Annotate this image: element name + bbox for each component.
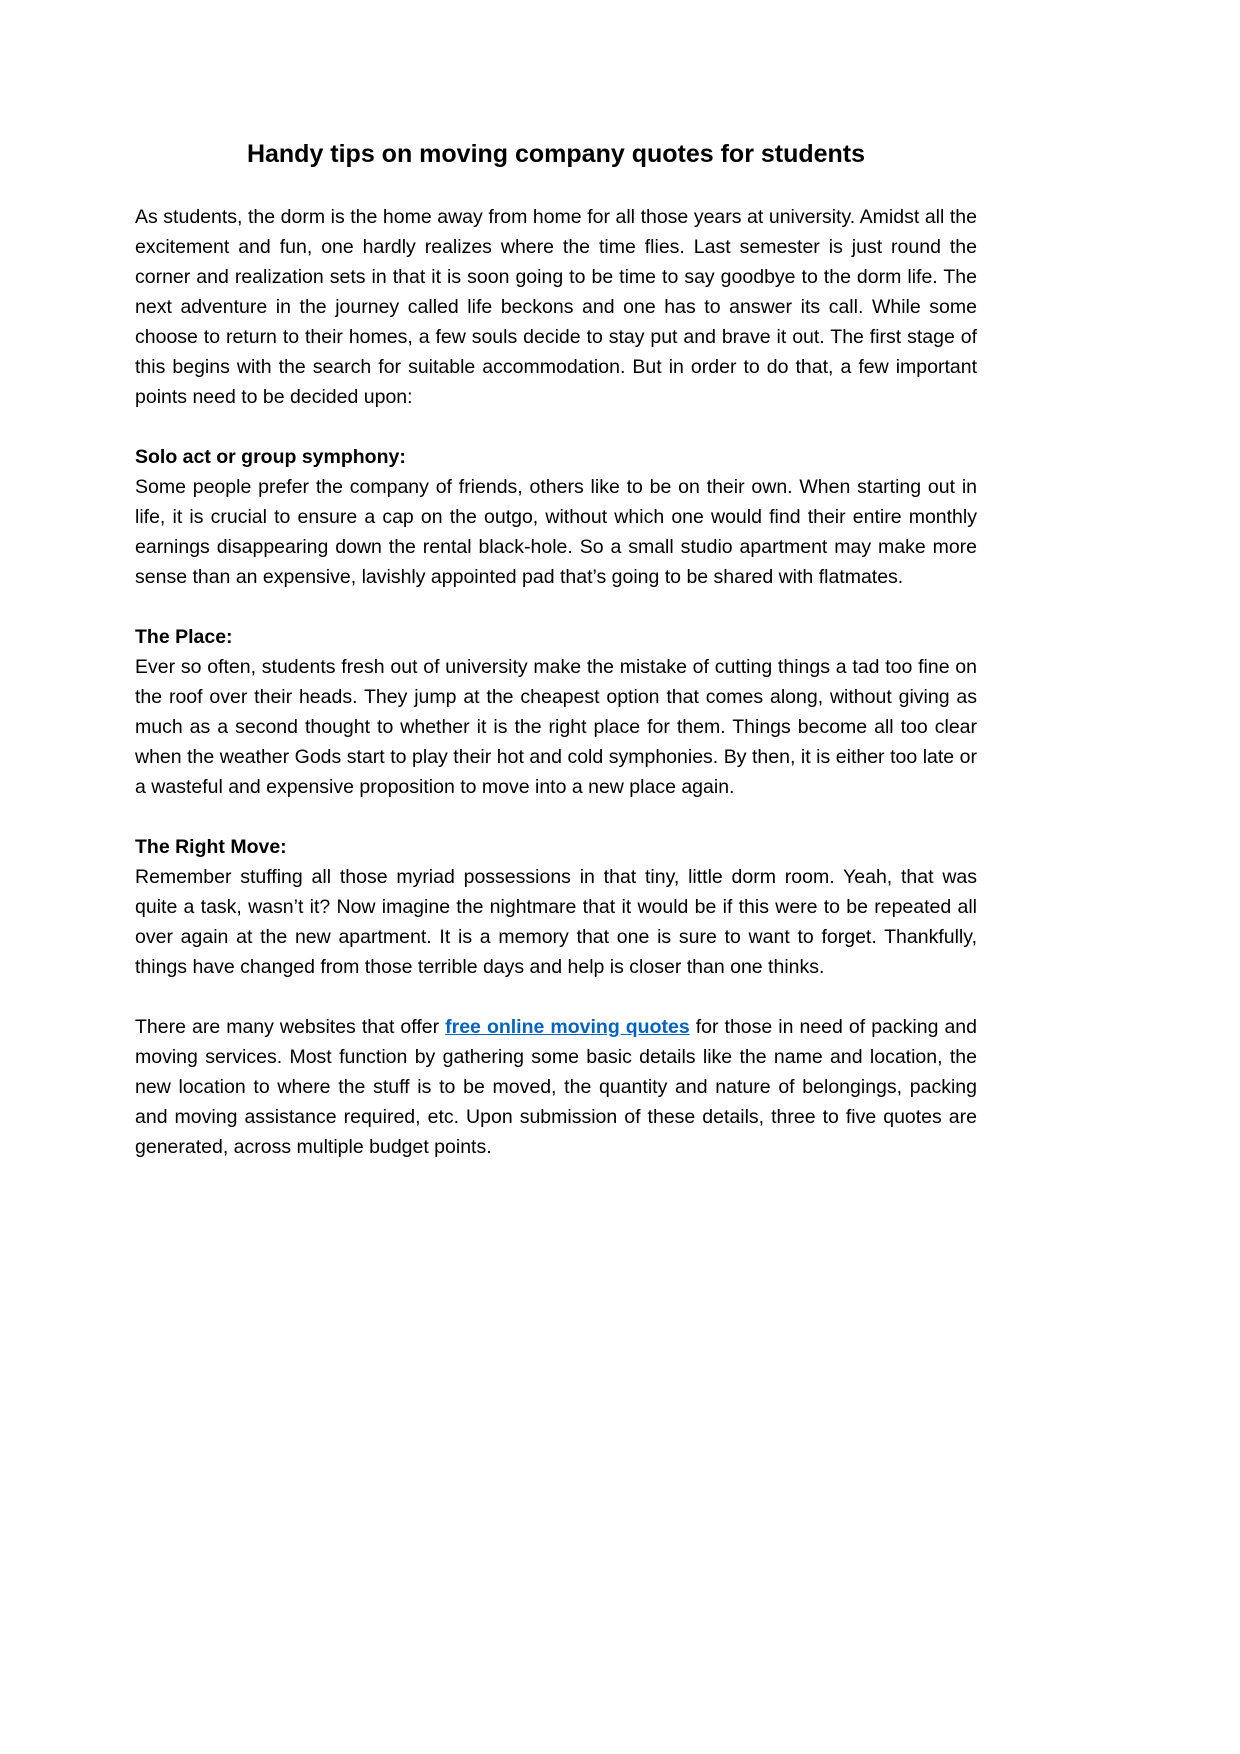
section-paragraph-the-right-move: Remember stuffing all those myriad possessions in that tiny, little dorm room. Yeah, that was quite a task, wasn’t it? Now imagine the nightmare that it would be if this were to be repeated all over again at the new apartment. It is a memory that one is sure to want to forget. Thankfully, things have changed from those terrible days and help is closer than one thinks. xyxy=(135,866,977,978)
closing-after-text: for those in need of packing and moving services. Most function by gathering some basic details like the name and location, the new location to where the stuff is to be moved, the quantity and nature of belongings, packing and moving assistance required, etc. Upon submission of these details, three to five quotes are generated, across multiple budget points. xyxy=(135,1016,977,1158)
section-paragraph-solo-or-group: Some people prefer the company of friends, others like to be on their own. When starting out in life, it is crucial to ensure a cap on the outgo, without which one would find their entire monthly earnings disappearing down the rental black-hole. So a small studio apartment may make more sense than an expensive, lavishly appointed pad that’s going to be shared with flatmates. xyxy=(135,476,977,588)
section-heading-the-right-move: The Right Move: xyxy=(135,836,287,858)
free-quotes-link[interactable]: free online moving quotes xyxy=(445,1016,690,1038)
section-heading-solo-or-group: Solo act or group symphony: xyxy=(135,446,406,468)
intro-paragraph: As students, the dorm is the home away from home for all those years at university. Amidst all the excitement and fun, one hardly realizes where the time flies. Last semester is just round the corner and realization sets in that it is soon going to be time to say goodbye to the dorm life. The next adventure in the journey called life beckons and one has to answer its call. While some choose to return to their homes, a few souls decide to stay put and brave it out. The first stage of this begins with the search for suitable accommodation. But in order to do that, a few important points need to be decided upon: xyxy=(135,206,977,408)
document-content xyxy=(135,138,977,1192)
section-paragraph-the-place: Ever so often, students fresh out of university make the mistake of cutting things a tad too fine on the roof over their heads. They jump at the cheapest option that comes along, without giving as much as a second thought to whether it is the right place for them. Things become all too clear when the weather Gods start to play their hot and cold symphonies. By then, it is either too late or a wasteful and expensive proposition to move into a new place again. xyxy=(135,656,977,798)
section-heading-the-place: The Place: xyxy=(135,626,233,648)
closing-paragraph xyxy=(135,1012,977,1162)
closing-before-text: There are many websites that offer xyxy=(135,1016,446,1038)
document-title: Handy tips on moving company quotes for students xyxy=(246,140,866,168)
